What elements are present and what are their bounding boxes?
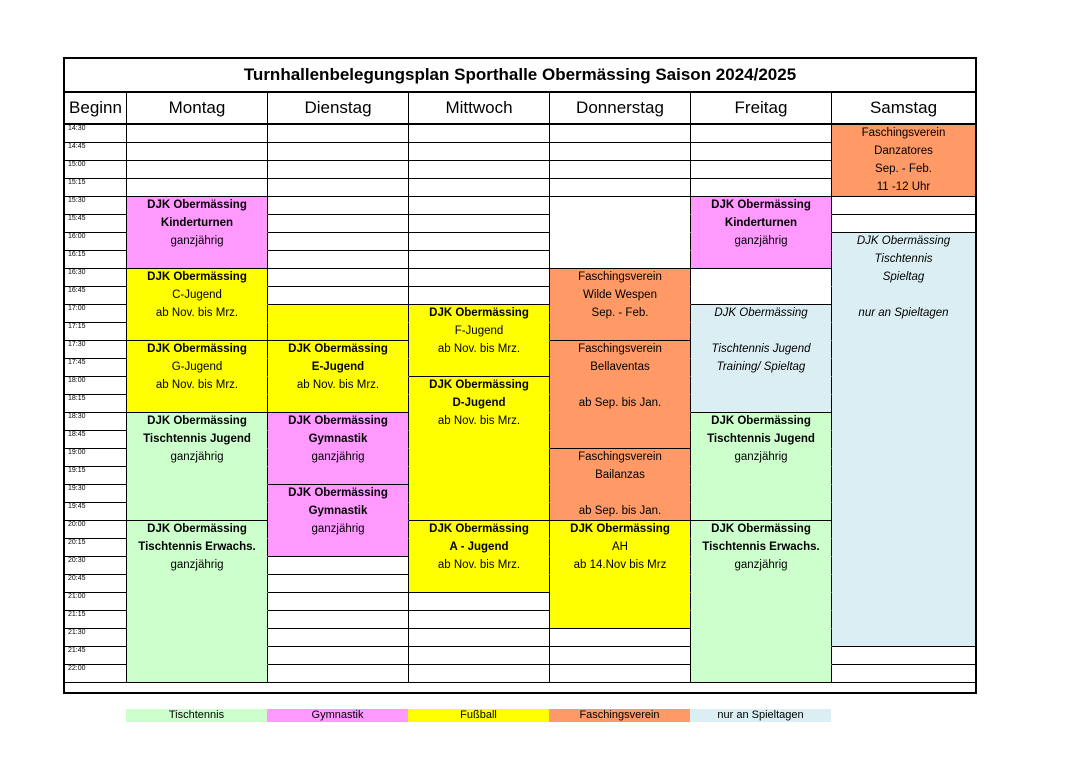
schedule-cell <box>832 539 975 557</box>
time-cell: 15:00 <box>65 161 127 179</box>
empty-cell <box>268 665 409 683</box>
empty-cell <box>409 233 550 251</box>
empty-cell <box>409 125 550 143</box>
time-cell: 18:00 <box>65 377 127 395</box>
time-cell: 20:15 <box>65 539 127 557</box>
schedule-cell: ab Nov. bis Mrz. <box>268 377 409 395</box>
schedule-cell <box>127 395 268 413</box>
schedule-cell <box>691 647 832 665</box>
schedule-cell <box>832 593 975 611</box>
time-cell: 20:00 <box>65 521 127 539</box>
time-cell: 19:00 <box>65 449 127 467</box>
time-cell: 18:15 <box>65 395 127 413</box>
page-title: Turnhallenbelegungsplan Sporthalle Obermässing Saison 2024/2025 <box>65 59 975 93</box>
empty-cell <box>268 629 409 647</box>
schedule-cell: ab Sep. bis Jan. <box>550 503 691 521</box>
empty-cell <box>832 647 975 665</box>
header-day: Donnerstag <box>550 93 691 123</box>
schedule-cell: Sep. - Feb. <box>550 305 691 323</box>
empty-cell <box>268 233 409 251</box>
schedule-cell: DJK Obermässing <box>268 485 409 503</box>
empty-cell <box>268 215 409 233</box>
legend-item: Gymnastik <box>267 709 408 722</box>
schedule-cell <box>550 431 691 449</box>
schedule-cell: G-Jugend <box>127 359 268 377</box>
schedule-cell <box>127 629 268 647</box>
time-cell: 21:00 <box>65 593 127 611</box>
time-cell: 17:30 <box>65 341 127 359</box>
legend-item: Tischtennis <box>126 709 267 722</box>
empty-cell <box>832 197 975 215</box>
schedule-table <box>63 57 977 694</box>
empty-cell <box>409 287 550 305</box>
schedule-cell <box>409 503 550 521</box>
empty-cell <box>550 629 691 647</box>
schedule-cell: F-Jugend <box>409 323 550 341</box>
schedule-cell <box>550 251 691 269</box>
schedule-cell: Danzatores <box>832 143 975 161</box>
schedule-cell <box>409 449 550 467</box>
schedule-cell <box>691 269 832 287</box>
schedule-cell <box>127 647 268 665</box>
empty-cell <box>268 593 409 611</box>
schedule-cell: ab Nov. bis Mrz. <box>409 341 550 359</box>
schedule-cell: ganzjährig <box>691 557 832 575</box>
legend-item: Fußball <box>408 709 549 722</box>
empty-cell <box>268 287 409 305</box>
schedule-cell: 11 -12 Uhr <box>832 179 975 197</box>
empty-cell <box>127 179 268 197</box>
schedule-cell <box>832 449 975 467</box>
schedule-cell <box>691 503 832 521</box>
empty-cell <box>127 125 268 143</box>
schedule-cell: Tischtennis Jugend <box>127 431 268 449</box>
empty-cell <box>268 143 409 161</box>
schedule-cell <box>550 377 691 395</box>
schedule-cell: Faschingsverein <box>550 449 691 467</box>
schedule-cell: DJK Obermässing <box>409 521 550 539</box>
schedule-cell: nur an Spieltagen <box>832 305 975 323</box>
time-cell: 20:30 <box>65 557 127 575</box>
schedule-cell: Tischtennis Jugend <box>691 341 832 359</box>
schedule-cell <box>409 359 550 377</box>
schedule-cell <box>550 485 691 503</box>
empty-cell <box>550 161 691 179</box>
time-cell: 18:30 <box>65 413 127 431</box>
schedule-cell <box>550 197 691 215</box>
schedule-cell <box>550 413 691 431</box>
schedule-cell <box>127 467 268 485</box>
schedule-cell <box>832 377 975 395</box>
empty-cell <box>268 161 409 179</box>
time-cell: 14:30 <box>65 125 127 143</box>
empty-cell <box>691 179 832 197</box>
schedule-cell: DJK Obermässing <box>409 305 550 323</box>
empty-cell <box>268 611 409 629</box>
header-beginn: Beginn <box>65 93 127 123</box>
empty-cell <box>550 143 691 161</box>
schedule-cell: Faschingsverein <box>550 269 691 287</box>
schedule-cell: DJK Obermässing <box>691 521 832 539</box>
schedule-cell: ab Nov. bis Mrz. <box>127 305 268 323</box>
schedule-cell: DJK Obermässing <box>127 521 268 539</box>
empty-cell <box>409 179 550 197</box>
header-day: Montag <box>127 93 268 123</box>
schedule-cell <box>409 431 550 449</box>
header-day: Mittwoch <box>409 93 550 123</box>
schedule-cell: Bellaventas <box>550 359 691 377</box>
schedule-cell: DJK Obermässing <box>127 413 268 431</box>
schedule-cell <box>127 575 268 593</box>
schedule-cell <box>691 485 832 503</box>
schedule-cell <box>832 359 975 377</box>
empty-cell <box>268 179 409 197</box>
schedule-cell <box>832 395 975 413</box>
empty-cell <box>268 125 409 143</box>
schedule-cell <box>550 233 691 251</box>
schedule-cell: Sep. - Feb. <box>832 161 975 179</box>
schedule-cell <box>832 611 975 629</box>
time-cell: 16:00 <box>65 233 127 251</box>
empty-cell <box>409 629 550 647</box>
schedule-cell: DJK Obermässing <box>127 197 268 215</box>
empty-cell <box>409 197 550 215</box>
schedule-cell: Spieltag <box>832 269 975 287</box>
schedule-cell <box>691 629 832 647</box>
schedule-cell <box>127 323 268 341</box>
time-cell: 22:00 <box>65 665 127 683</box>
schedule-cell: ganzjährig <box>691 449 832 467</box>
schedule-cell <box>550 593 691 611</box>
schedule-cell: Kinderturnen <box>691 215 832 233</box>
empty-cell <box>409 215 550 233</box>
legend <box>126 709 834 722</box>
schedule-cell <box>691 377 832 395</box>
schedule-cell <box>550 323 691 341</box>
empty-cell <box>268 269 409 287</box>
schedule-cell <box>127 485 268 503</box>
header-day: Dienstag <box>268 93 409 123</box>
empty-cell <box>268 647 409 665</box>
schedule-cell: ab Nov. bis Mrz. <box>409 557 550 575</box>
schedule-cell <box>832 467 975 485</box>
schedule-cell: Tischtennis <box>832 251 975 269</box>
schedule-cell: DJK Obermässing <box>127 269 268 287</box>
schedule-cell: ganzjährig <box>127 557 268 575</box>
empty-cell <box>268 197 409 215</box>
time-cell: 21:15 <box>65 611 127 629</box>
schedule-cell <box>832 521 975 539</box>
empty-cell <box>127 143 268 161</box>
time-cell: 15:45 <box>65 215 127 233</box>
schedule-cell <box>409 467 550 485</box>
empty-cell <box>409 665 550 683</box>
empty-cell <box>409 593 550 611</box>
time-cell: 17:00 <box>65 305 127 323</box>
schedule-cell <box>832 557 975 575</box>
schedule-cell: Wilde Wespen <box>550 287 691 305</box>
empty-cell <box>691 143 832 161</box>
time-cell: 16:45 <box>65 287 127 305</box>
schedule-cell <box>832 575 975 593</box>
time-cell: 17:15 <box>65 323 127 341</box>
schedule-cell <box>832 413 975 431</box>
time-cell: 20:45 <box>65 575 127 593</box>
schedule-cell: DJK Obermässing <box>127 341 268 359</box>
schedule-cell <box>691 593 832 611</box>
schedule-cell: Gymnastik <box>268 503 409 521</box>
empty-cell <box>409 161 550 179</box>
schedule-cell: DJK Obermässing <box>550 521 691 539</box>
schedule-cell: ganzjährig <box>268 521 409 539</box>
schedule-cell <box>691 287 832 305</box>
schedule-cell <box>127 611 268 629</box>
schedule-cell: Kinderturnen <box>127 215 268 233</box>
empty-cell <box>409 647 550 665</box>
empty-cell <box>550 179 691 197</box>
schedule-cell <box>268 323 409 341</box>
table-header <box>65 93 975 125</box>
schedule-cell: D-Jugend <box>409 395 550 413</box>
legend-item: nur an Spieltagen <box>690 709 831 722</box>
empty-cell <box>268 251 409 269</box>
schedule-cell: A - Jugend <box>409 539 550 557</box>
schedule-cell: DJK Obermässing <box>691 413 832 431</box>
schedule-cell <box>832 503 975 521</box>
schedule-cell <box>127 251 268 269</box>
schedule-cell: DJK Obermässing <box>832 233 975 251</box>
empty-cell <box>550 647 691 665</box>
schedule-cell: Tischtennis Jugend <box>691 431 832 449</box>
schedule-cell: ab Nov. bis Mrz. <box>409 413 550 431</box>
schedule-cell <box>409 575 550 593</box>
schedule-cell <box>268 467 409 485</box>
schedule-cell <box>832 485 975 503</box>
schedule-cell <box>550 611 691 629</box>
schedule-cell <box>691 611 832 629</box>
schedule-cell <box>832 431 975 449</box>
schedule-cell: ab 14.Nov bis Mrz <box>550 557 691 575</box>
time-cell: 19:45 <box>65 503 127 521</box>
schedule-cell: C-Jugend <box>127 287 268 305</box>
empty-cell <box>409 143 550 161</box>
schedule-cell: Faschingsverein <box>550 341 691 359</box>
empty-cell <box>127 161 268 179</box>
schedule-cell: DJK Obermässing <box>691 305 832 323</box>
empty-cell <box>268 575 409 593</box>
empty-cell <box>550 665 691 683</box>
schedule-cell: Tischtennis Erwachs. <box>127 539 268 557</box>
schedule-cell <box>409 485 550 503</box>
empty-cell <box>691 125 832 143</box>
schedule-cell: DJK Obermässing <box>268 413 409 431</box>
schedule-cell <box>127 503 268 521</box>
schedule-cell <box>832 323 975 341</box>
empty-cell <box>832 215 975 233</box>
schedule-cell <box>691 575 832 593</box>
schedule-cell: E-Jugend <box>268 359 409 377</box>
empty-cell <box>550 125 691 143</box>
schedule-cell <box>691 665 832 683</box>
empty-cell <box>832 665 975 683</box>
time-cell: 21:30 <box>65 629 127 647</box>
schedule-cell: ab Nov. bis Mrz. <box>127 377 268 395</box>
schedule-cell <box>691 395 832 413</box>
time-cell: 19:15 <box>65 467 127 485</box>
empty-cell <box>691 161 832 179</box>
schedule-cell <box>268 539 409 557</box>
schedule-cell <box>268 395 409 413</box>
schedule-cell: ganzjährig <box>691 233 832 251</box>
schedule-cell: Training/ Spieltag <box>691 359 832 377</box>
time-cell: 16:15 <box>65 251 127 269</box>
time-cell: 18:45 <box>65 431 127 449</box>
time-cell: 21:45 <box>65 647 127 665</box>
schedule-cell: DJK Obermässing <box>409 377 550 395</box>
schedule-cell <box>832 629 975 647</box>
time-cell: 16:30 <box>65 269 127 287</box>
schedule-cell <box>691 467 832 485</box>
empty-cell <box>409 269 550 287</box>
schedule-cell <box>550 215 691 233</box>
schedule-cell <box>691 323 832 341</box>
schedule-cell: Tischtennis Erwachs. <box>691 539 832 557</box>
schedule-cell: DJK Obermässing <box>691 197 832 215</box>
header-day: Freitag <box>691 93 832 123</box>
schedule-cell <box>268 305 409 323</box>
schedule-cell: Faschingsverein <box>832 125 975 143</box>
time-cell: 19:30 <box>65 485 127 503</box>
schedule-cell: ab Sep. bis Jan. <box>550 395 691 413</box>
schedule-cell <box>832 287 975 305</box>
schedule-cell <box>550 575 691 593</box>
schedule-cell: ganzjährig <box>268 449 409 467</box>
legend-item: Faschingsverein <box>549 709 690 722</box>
schedule-cell: AH <box>550 539 691 557</box>
header-day: Samstag <box>869 98 938 117</box>
schedule-cell <box>691 251 832 269</box>
empty-cell <box>409 611 550 629</box>
schedule-cell: Gymnastik <box>268 431 409 449</box>
empty-cell <box>409 251 550 269</box>
schedule-cell <box>832 341 975 359</box>
time-cell: 14:45 <box>65 143 127 161</box>
time-cell: 15:15 <box>65 179 127 197</box>
schedule-cell <box>127 593 268 611</box>
schedule-cell: ganzjährig <box>127 233 268 251</box>
schedule-cell: ganzjährig <box>127 449 268 467</box>
schedule-cell <box>127 665 268 683</box>
time-cell: 15:30 <box>65 197 127 215</box>
empty-cell <box>268 557 409 575</box>
schedule-cell: DJK Obermässing <box>268 341 409 359</box>
schedule-cell: Bailanzas <box>550 467 691 485</box>
time-cell: 17:45 <box>65 359 127 377</box>
